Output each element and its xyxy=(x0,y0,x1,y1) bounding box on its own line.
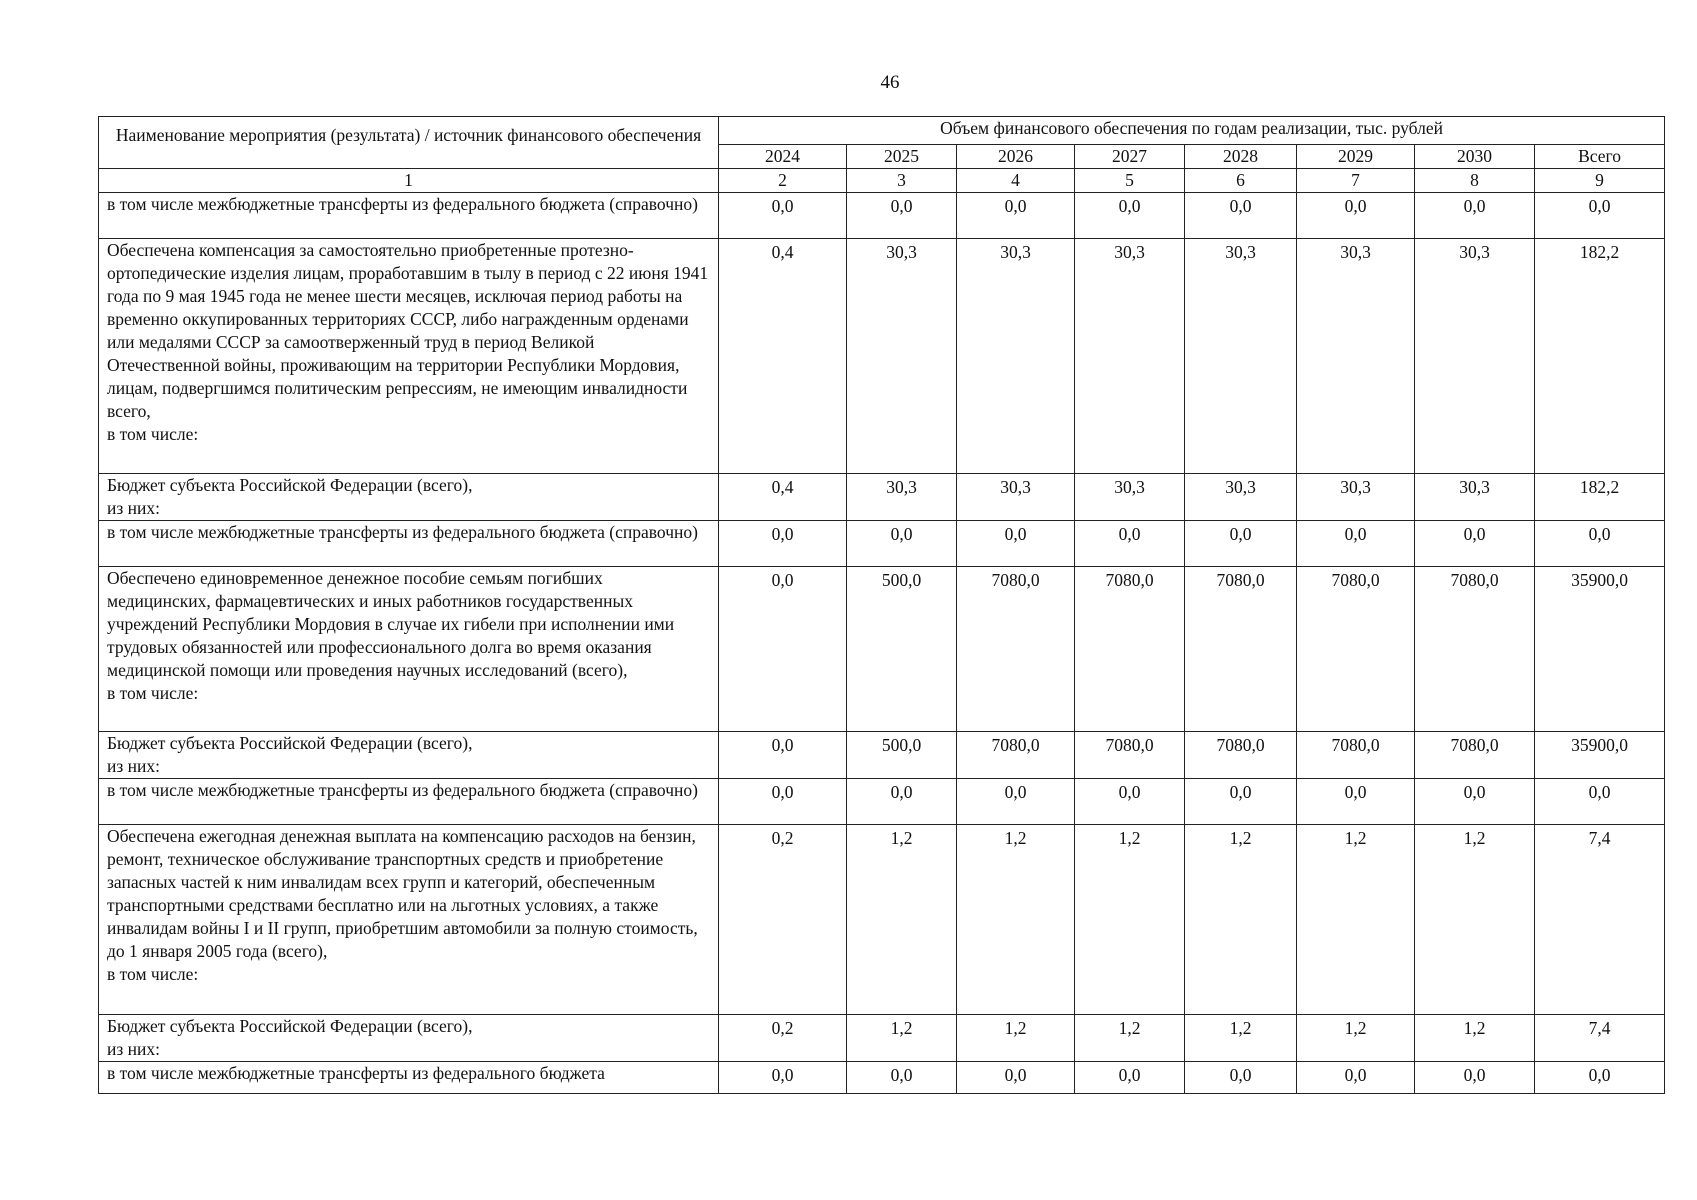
table-row xyxy=(99,1015,1665,1062)
row-value-2024: 0,0 xyxy=(719,521,847,567)
table-row xyxy=(99,567,1665,732)
row-value-2029: 7080,0 xyxy=(1297,567,1415,732)
row-name-cell xyxy=(99,732,719,779)
row-value-2030: 7080,0 xyxy=(1415,567,1535,732)
row-value-2024: 0,0 xyxy=(719,732,847,779)
header-year-2028: 2028 xyxy=(1185,145,1297,169)
row-value-total: 182,2 xyxy=(1535,239,1665,474)
row-value-2028: 0,0 xyxy=(1185,779,1297,825)
row-value-2025: 0,0 xyxy=(847,1062,957,1094)
col-number: 4 xyxy=(957,169,1075,193)
col-number: 1 xyxy=(99,169,719,193)
table-row xyxy=(99,825,1665,1015)
row-value-2029: 7080,0 xyxy=(1297,732,1415,779)
header-year-2025: 2025 xyxy=(847,145,957,169)
row-value-2027: 0,0 xyxy=(1075,521,1185,567)
row-value-total: 35900,0 xyxy=(1535,732,1665,779)
row-name-suffix: из них: xyxy=(107,756,160,776)
row-value-2027: 1,2 xyxy=(1075,825,1185,1015)
row-name: Обеспечена ежегодная денежная выплата на компенсацию расходов на бензин, ремонт, техническое обслуживание транспортных средств и приобретение запасных частей к ним инвалидам всех групп и категорий, обеспеченным транспортными средствами бесплатно или на льготных условиях, а также инвалидам войны I и II групп, приобретшим автомобили за полную стоимость, до 1 января 2005 года (всего), xyxy=(107,826,698,961)
col-number: 3 xyxy=(847,169,957,193)
col-number: 7 xyxy=(1297,169,1415,193)
row-value-2026: 0,0 xyxy=(957,779,1075,825)
row-name: в том числе межбюджетные трансферты из федерального бюджета xyxy=(107,1063,605,1083)
row-value-2028: 0,0 xyxy=(1185,193,1297,239)
row-value-2030: 7080,0 xyxy=(1415,732,1535,779)
row-name: Обеспечена компенсация за самостоятельно приобретенные протезно-ортопедические изделия лицам, проработавшим в тылу в период с 22 июня 1941 года по 9 мая 1945 года не менее шести месяцев, исключая период работы на временно оккупированных территориях СССР, либо награжденным орденами или медалями СССР за самоотверженный труд в период Великой Отечественной войны, проживающим на территории Республики Мордовия, лицам, подвергшимся политическим репрессиям, не имеющим инвалидности всего, xyxy=(107,240,709,421)
row-name: Обеспечено единовременное денежное пособие семьям погибших медицинских, фармацевтических и иных работников государственных учреждений Республики Мордовия в случае их гибели при исполнении ими трудовых обязанностей или профессионального долга во время оказания медицинской помощи или проведения научных исследований (всего), xyxy=(107,568,675,680)
row-value-2028: 0,0 xyxy=(1185,1062,1297,1094)
row-name-cell xyxy=(99,1062,719,1094)
row-value-2030: 1,2 xyxy=(1415,1015,1535,1062)
row-value-2027: 0,0 xyxy=(1075,193,1185,239)
row-value-2030: 0,0 xyxy=(1415,779,1535,825)
row-name-cell xyxy=(99,567,719,732)
col-number: 2 xyxy=(719,169,847,193)
row-value-2024: 0,0 xyxy=(719,193,847,239)
row-value-2025: 0,0 xyxy=(847,779,957,825)
row-value-total: 182,2 xyxy=(1535,474,1665,521)
row-name-suffix: из них: xyxy=(107,498,160,518)
row-value-2026: 30,3 xyxy=(957,474,1075,521)
row-name-cell xyxy=(99,474,719,521)
row-value-2025: 30,3 xyxy=(847,474,957,521)
row-value-total: 0,0 xyxy=(1535,1062,1665,1094)
row-name-cell xyxy=(99,1015,719,1062)
row-value-2029: 30,3 xyxy=(1297,474,1415,521)
row-value-2024: 0,4 xyxy=(719,239,847,474)
row-value-2025: 1,2 xyxy=(847,1015,957,1062)
row-value-2028: 1,2 xyxy=(1185,1015,1297,1062)
row-value-2028: 0,0 xyxy=(1185,521,1297,567)
row-value-2027: 30,3 xyxy=(1075,474,1185,521)
row-value-2025: 500,0 xyxy=(847,567,957,732)
col-number: 9 xyxy=(1535,169,1665,193)
col-number: 5 xyxy=(1075,169,1185,193)
row-name: в том числе межбюджетные трансферты из федерального бюджета (справочно) xyxy=(107,780,698,800)
row-value-2024: 0,2 xyxy=(719,1015,847,1062)
row-value-2027: 7080,0 xyxy=(1075,732,1185,779)
header-row-top xyxy=(99,117,1665,145)
table-row xyxy=(99,474,1665,521)
row-value-total: 0,0 xyxy=(1535,193,1665,239)
row-name: в том числе межбюджетные трансферты из федерального бюджета (справочно) xyxy=(107,194,698,214)
row-value-2025: 500,0 xyxy=(847,732,957,779)
header-year-2030: 2030 xyxy=(1415,145,1535,169)
row-value-2029: 1,2 xyxy=(1297,1015,1415,1062)
header-year-2024: 2024 xyxy=(719,145,847,169)
row-value-2024: 0,0 xyxy=(719,779,847,825)
header-total: Всего xyxy=(1535,145,1665,169)
row-value-2028: 1,2 xyxy=(1185,825,1297,1015)
header-year-2029: 2029 xyxy=(1297,145,1415,169)
row-value-2026: 7080,0 xyxy=(957,732,1075,779)
row-value-2028: 30,3 xyxy=(1185,239,1297,474)
row-name-cell xyxy=(99,193,719,239)
row-value-2028: 7080,0 xyxy=(1185,567,1297,732)
row-value-2027: 7080,0 xyxy=(1075,567,1185,732)
table-row xyxy=(99,193,1665,239)
row-value-2026: 30,3 xyxy=(957,239,1075,474)
row-name: в том числе межбюджетные трансферты из федерального бюджета (справочно) xyxy=(107,522,698,542)
row-name: Бюджет субъекта Российской Федерации (всего), xyxy=(107,1016,473,1036)
row-value-2030: 1,2 xyxy=(1415,825,1535,1015)
header-year-2027: 2027 xyxy=(1075,145,1185,169)
row-value-2025: 1,2 xyxy=(847,825,957,1015)
row-value-2028: 30,3 xyxy=(1185,474,1297,521)
header-name-column: Наименование мероприятия (результата) / источник финансового обеспечения xyxy=(99,117,719,169)
row-value-2029: 30,3 xyxy=(1297,239,1415,474)
row-value-total: 0,0 xyxy=(1535,521,1665,567)
header-volume: Объем финансового обеспечения по годам реализации, тыс. рублей xyxy=(719,117,1665,145)
row-name: Бюджет субъекта Российской Федерации (всего), xyxy=(107,733,473,753)
row-name-cell xyxy=(99,779,719,825)
table-row xyxy=(99,732,1665,779)
row-value-total: 35900,0 xyxy=(1535,567,1665,732)
table-row xyxy=(99,521,1665,567)
row-value-2027: 0,0 xyxy=(1075,1062,1185,1094)
header-year-2026: 2026 xyxy=(957,145,1075,169)
column-numbers-row xyxy=(99,169,1665,193)
row-value-2025: 0,0 xyxy=(847,521,957,567)
row-value-total: 7,4 xyxy=(1535,1015,1665,1062)
row-name: Бюджет субъекта Российской Федерации (всего), xyxy=(107,475,473,495)
table-row xyxy=(99,779,1665,825)
row-value-2029: 0,0 xyxy=(1297,521,1415,567)
row-name-cell xyxy=(99,239,719,474)
row-value-2029: 0,0 xyxy=(1297,779,1415,825)
row-name-suffix: в том числе: xyxy=(107,424,199,444)
financing-table xyxy=(98,116,1665,1094)
row-name-cell xyxy=(99,521,719,567)
col-number: 8 xyxy=(1415,169,1535,193)
row-name-cell xyxy=(99,825,719,1015)
row-value-2025: 0,0 xyxy=(847,193,957,239)
row-value-2026: 1,2 xyxy=(957,1015,1075,1062)
row-value-2030: 30,3 xyxy=(1415,239,1535,474)
row-value-2030: 30,3 xyxy=(1415,474,1535,521)
row-name-suffix: в том числе: xyxy=(107,964,199,984)
row-value-2029: 0,0 xyxy=(1297,193,1415,239)
row-value-2024: 0,0 xyxy=(719,567,847,732)
row-value-2030: 0,0 xyxy=(1415,521,1535,567)
row-value-2027: 0,0 xyxy=(1075,779,1185,825)
row-name-suffix: в том числе: xyxy=(107,683,199,703)
row-value-2026: 0,0 xyxy=(957,521,1075,567)
row-value-2029: 1,2 xyxy=(1297,825,1415,1015)
row-value-total: 0,0 xyxy=(1535,779,1665,825)
row-value-2024: 0,0 xyxy=(719,1062,847,1094)
row-value-2024: 0,4 xyxy=(719,474,847,521)
page-number: 46 xyxy=(880,72,900,93)
row-value-2028: 7080,0 xyxy=(1185,732,1297,779)
row-value-2030: 0,0 xyxy=(1415,1062,1535,1094)
table-row xyxy=(99,239,1665,474)
row-value-2025: 30,3 xyxy=(847,239,957,474)
row-value-total: 7,4 xyxy=(1535,825,1665,1015)
row-value-2026: 7080,0 xyxy=(957,567,1075,732)
row-value-2029: 0,0 xyxy=(1297,1062,1415,1094)
row-value-2027: 30,3 xyxy=(1075,239,1185,474)
row-name-suffix: из них: xyxy=(107,1039,160,1059)
col-number: 6 xyxy=(1185,169,1297,193)
row-value-2027: 1,2 xyxy=(1075,1015,1185,1062)
table-row xyxy=(99,1062,1665,1094)
row-value-2026: 0,0 xyxy=(957,1062,1075,1094)
row-value-2026: 0,0 xyxy=(957,193,1075,239)
row-value-2030: 0,0 xyxy=(1415,193,1535,239)
row-value-2024: 0,2 xyxy=(719,825,847,1015)
row-value-2026: 1,2 xyxy=(957,825,1075,1015)
